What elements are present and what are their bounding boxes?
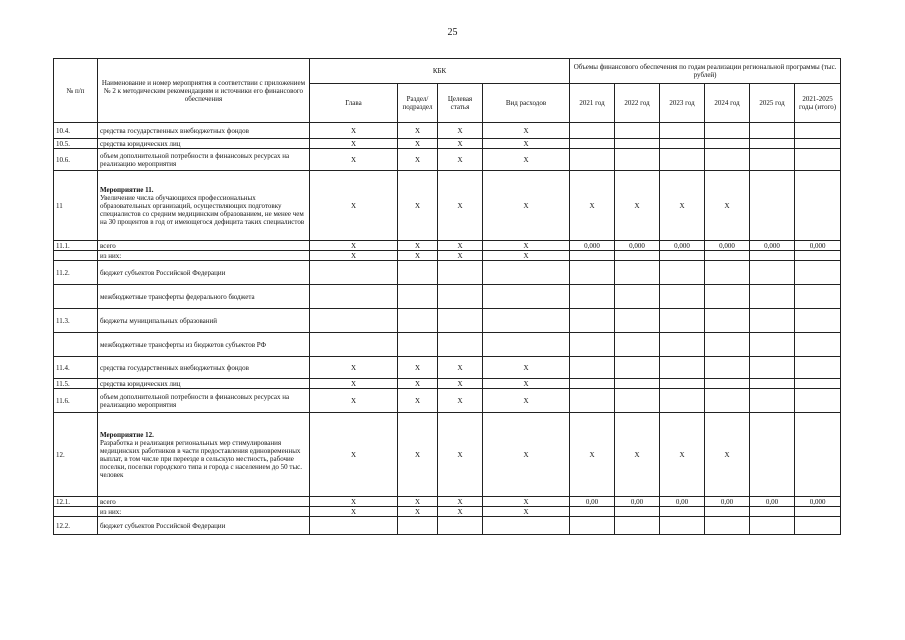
table-row: [54, 497, 841, 507]
row-number: 12.2.: [54, 517, 98, 535]
table-row: [54, 309, 841, 333]
kbk-cell: X: [483, 251, 570, 261]
row-number: 11: [54, 171, 98, 241]
table-row: [54, 241, 841, 251]
kbk-cell: [438, 285, 483, 309]
funding-cell: [750, 123, 795, 139]
funding-cell: [570, 507, 615, 517]
funding-cell: [750, 357, 795, 379]
row-name: бюджет субъектов Российской Федерации: [100, 521, 226, 530]
row-name-cell: [98, 309, 310, 333]
kbk-cell: X: [438, 389, 483, 413]
funding-cell: X: [570, 413, 615, 497]
row-name-cell: [98, 261, 310, 285]
row-number: [54, 507, 98, 517]
funding-cell: [705, 261, 750, 285]
funding-cell: 0,000: [615, 241, 660, 251]
row-name-cell: [98, 139, 310, 149]
kbk-cell: X: [398, 241, 438, 251]
funding-cell: [795, 149, 841, 171]
funding-cell: [615, 379, 660, 389]
funding-cell: [705, 139, 750, 149]
funding-cell: [750, 149, 795, 171]
row-name-cell: [98, 357, 310, 379]
kbk-cell: X: [483, 139, 570, 149]
kbk-cell: X: [483, 507, 570, 517]
kbk-cell: X: [310, 507, 398, 517]
kbk-cell: X: [483, 241, 570, 251]
table-row: [54, 149, 841, 171]
row-name-cell: [98, 123, 310, 139]
kbk-cell: [310, 285, 398, 309]
funding-cell: [795, 517, 841, 535]
header-num: № п/п: [54, 59, 98, 123]
row-number: 12.1.: [54, 497, 98, 507]
funding-cell: [660, 251, 705, 261]
table-row: [54, 123, 841, 139]
funding-cell: [750, 517, 795, 535]
funding-cell: [705, 517, 750, 535]
funding-cell: [705, 333, 750, 357]
funding-cell: [705, 379, 750, 389]
funding-cell: [750, 379, 795, 389]
kbk-cell: X: [310, 171, 398, 241]
kbk-cell: X: [310, 123, 398, 139]
kbk-cell: X: [310, 149, 398, 171]
kbk-cell: [438, 309, 483, 333]
table-row: [54, 389, 841, 413]
table-row: [54, 507, 841, 517]
kbk-cell: [310, 517, 398, 535]
funding-cell: [570, 357, 615, 379]
row-name: средства государственных внебюджетных фондов: [100, 126, 249, 135]
row-number: [54, 285, 98, 309]
header-2022: 2022 год: [615, 84, 660, 123]
funding-cell: X: [660, 413, 705, 497]
funding-cell: [660, 285, 705, 309]
row-name-cell: [98, 379, 310, 389]
funding-cell: [570, 517, 615, 535]
kbk-cell: [398, 261, 438, 285]
funding-cell: [795, 389, 841, 413]
kbk-cell: X: [398, 379, 438, 389]
funding-cell: [660, 389, 705, 413]
row-number: 12.: [54, 413, 98, 497]
funding-cell: 0,000: [705, 241, 750, 251]
page-number: 25: [447, 27, 458, 38]
kbk-cell: X: [310, 379, 398, 389]
funding-cell: [705, 123, 750, 139]
funding-cell: [615, 309, 660, 333]
kbk-cell: X: [483, 389, 570, 413]
funding-cell: [615, 285, 660, 309]
row-name-cell: [98, 413, 310, 497]
row-number: 11.4.: [54, 357, 98, 379]
funding-cell: 0,000: [750, 241, 795, 251]
kbk-cell: [483, 309, 570, 333]
kbk-cell: [310, 261, 398, 285]
funding-cell: [660, 507, 705, 517]
kbk-cell: X: [438, 171, 483, 241]
row-number: 11.6.: [54, 389, 98, 413]
kbk-cell: X: [483, 149, 570, 171]
funding-cell: 0,00: [705, 497, 750, 507]
header-razdel: Раздел/ подраздел: [398, 84, 438, 123]
row-name: объем дополнительной потребности в финансовых ресурсах на реализацию мероприятия: [100, 392, 290, 409]
table-row: [54, 357, 841, 379]
kbk-cell: X: [398, 357, 438, 379]
row-name: бюджет субъектов Российской Федерации: [100, 268, 226, 277]
kbk-cell: X: [310, 357, 398, 379]
row-name: Увеличение числа обучающихся профессиональных образовательных организаций, осуществляющих подготовку специалистов со средним медицинским образованием, не менее чем на 30 процентов в год от имеющегося дефицита таких специалистов: [100, 193, 305, 226]
funding-cell: [615, 357, 660, 379]
row-name-cell: [98, 241, 310, 251]
row-name: из них:: [100, 251, 122, 260]
row-number: [54, 333, 98, 357]
kbk-cell: X: [310, 413, 398, 497]
header-kbk: КБК: [310, 59, 570, 84]
table-row: [54, 413, 841, 497]
row-name-cell: [98, 285, 310, 309]
funding-cell: [660, 379, 705, 389]
row-number: 11.1.: [54, 241, 98, 251]
kbk-cell: X: [438, 241, 483, 251]
funding-cell: [795, 357, 841, 379]
kbk-cell: [483, 261, 570, 285]
funding-cell: [795, 171, 841, 241]
kbk-cell: [438, 333, 483, 357]
funding-cell: [660, 261, 705, 285]
funding-cell: [750, 285, 795, 309]
funding-cell: [615, 139, 660, 149]
kbk-cell: [398, 517, 438, 535]
kbk-cell: [398, 285, 438, 309]
kbk-cell: X: [438, 139, 483, 149]
table-row: [54, 517, 841, 535]
row-name: Разработка и реализация региональных мер стимулирования медицинских работников в части предоставления единовременных выплат, в том числе при переезде в сельскую местность, рабочие поселки, поселки городского типа и города с населением до 50 тыс. человек: [100, 438, 303, 479]
row-number: 11.5.: [54, 379, 98, 389]
kbk-cell: X: [398, 123, 438, 139]
header-vid: Вид расходов: [483, 84, 570, 123]
row-name: объем дополнительной потребности в финансовых ресурсах на реализацию мероприятия: [100, 151, 290, 168]
table-row: [54, 251, 841, 261]
table-row: [54, 171, 841, 241]
funding-cell: [795, 251, 841, 261]
funding-cell: [795, 413, 841, 497]
funding-cell: [570, 149, 615, 171]
funding-cell: [795, 261, 841, 285]
kbk-cell: X: [438, 357, 483, 379]
kbk-cell: X: [438, 149, 483, 171]
funding-cell: [750, 261, 795, 285]
funding-cell: 0,00: [570, 497, 615, 507]
funding-cell: [795, 309, 841, 333]
kbk-cell: X: [483, 413, 570, 497]
kbk-cell: [398, 333, 438, 357]
funding-cell: [570, 389, 615, 413]
funding-cell: [615, 333, 660, 357]
kbk-cell: [483, 285, 570, 309]
funding-cell: 0,000: [660, 241, 705, 251]
funding-cell: [660, 309, 705, 333]
header-2024: 2024 год: [705, 84, 750, 123]
kbk-cell: X: [398, 507, 438, 517]
funding-cell: [750, 413, 795, 497]
row-name: всего: [100, 497, 116, 506]
kbk-cell: X: [483, 123, 570, 139]
row-name-cell: [98, 497, 310, 507]
funding-cell: [750, 389, 795, 413]
row-name: из них:: [100, 507, 122, 516]
kbk-cell: [398, 309, 438, 333]
funding-cell: [660, 357, 705, 379]
funding-cell: [705, 507, 750, 517]
kbk-cell: X: [398, 497, 438, 507]
header-glava: Глава: [310, 84, 398, 123]
kbk-cell: X: [310, 139, 398, 149]
kbk-cell: X: [483, 497, 570, 507]
kbk-cell: X: [310, 251, 398, 261]
row-name-cell: [98, 507, 310, 517]
kbk-cell: X: [483, 357, 570, 379]
funding-cell: [570, 123, 615, 139]
funding-cell: [570, 261, 615, 285]
table-row: [54, 285, 841, 309]
kbk-cell: X: [438, 497, 483, 507]
funding-cell: [795, 507, 841, 517]
table-body: [54, 123, 841, 535]
funding-cell: X: [705, 171, 750, 241]
funding-cell: [750, 309, 795, 333]
row-name: межбюджетные трансферты из бюджетов субъектов РФ: [100, 340, 267, 349]
funding-cell: [660, 517, 705, 535]
funding-cell: [795, 379, 841, 389]
funding-cell: [615, 251, 660, 261]
funding-cell: [750, 139, 795, 149]
funding-cell: 0,00: [615, 497, 660, 507]
funding-cell: 0,00: [660, 497, 705, 507]
funding-cell: [750, 251, 795, 261]
funding-cell: [615, 389, 660, 413]
funding-cell: [705, 309, 750, 333]
funding-cell: [660, 333, 705, 357]
kbk-cell: X: [438, 413, 483, 497]
table-row: [54, 379, 841, 389]
row-number: 10.4.: [54, 123, 98, 139]
kbk-cell: X: [398, 413, 438, 497]
header-tselevaya: Целевая статья: [438, 84, 483, 123]
table-row: [54, 139, 841, 149]
row-name: межбюджетные трансферты федерального бюджета: [100, 292, 255, 301]
kbk-cell: X: [310, 241, 398, 251]
row-number: 10.6.: [54, 149, 98, 171]
kbk-cell: [438, 261, 483, 285]
row-name: средства государственных внебюджетных фондов: [100, 363, 249, 372]
kbk-cell: X: [398, 171, 438, 241]
kbk-cell: X: [398, 251, 438, 261]
funding-cell: 0,000: [795, 241, 841, 251]
row-name: бюджеты муниципальных образований: [100, 316, 218, 325]
funding-cell: [615, 123, 660, 139]
kbk-cell: [438, 517, 483, 535]
measure-title: Мероприятие 12.: [100, 430, 154, 439]
funding-cell: [570, 139, 615, 149]
funding-cell: [615, 149, 660, 171]
funding-cell: [615, 261, 660, 285]
funding-cell: X: [570, 171, 615, 241]
funding-cell: 0,00: [750, 497, 795, 507]
funding-cell: [705, 357, 750, 379]
header-2021: 2021 год: [570, 84, 615, 123]
kbk-cell: X: [398, 149, 438, 171]
header-funding: Объемы финансового обеспечения по годам реализации региональной программы (тыс. рублей): [570, 59, 841, 84]
row-name-cell: [98, 389, 310, 413]
kbk-cell: [310, 333, 398, 357]
funding-cell: X: [615, 171, 660, 241]
funding-cell: [615, 517, 660, 535]
funding-cell: [795, 123, 841, 139]
funding-cell: [795, 139, 841, 149]
header-2023: 2023 год: [660, 84, 705, 123]
funding-cell: [705, 251, 750, 261]
row-number: 10.5.: [54, 139, 98, 149]
funding-cell: [660, 123, 705, 139]
funding-cell: [570, 309, 615, 333]
header-row-1: [54, 59, 841, 84]
funding-cell: [570, 333, 615, 357]
row-name-cell: [98, 251, 310, 261]
funding-cell: [750, 171, 795, 241]
header-2025: 2025 год: [750, 84, 795, 123]
funding-cell: [750, 507, 795, 517]
funding-cell: [705, 389, 750, 413]
kbk-cell: X: [438, 507, 483, 517]
measure-title: Мероприятие 11.: [100, 185, 154, 194]
row-number: [54, 251, 98, 261]
kbk-cell: X: [438, 123, 483, 139]
kbk-cell: X: [483, 379, 570, 389]
table-row: [54, 333, 841, 357]
kbk-cell: X: [438, 379, 483, 389]
kbk-cell: X: [310, 389, 398, 413]
header-total: 2021-2025 годы (итого): [795, 84, 841, 123]
funding-cell: [795, 285, 841, 309]
row-name-cell: [98, 517, 310, 535]
funding-cell: [570, 379, 615, 389]
funding-cell: [705, 285, 750, 309]
kbk-cell: [310, 309, 398, 333]
funding-cell: [570, 251, 615, 261]
funding-cell: 0,000: [570, 241, 615, 251]
row-name: средства юридических лиц: [100, 379, 181, 388]
row-name-cell: [98, 149, 310, 171]
row-name: всего: [100, 241, 116, 250]
funding-cell: [750, 333, 795, 357]
row-name-cell: [98, 171, 310, 241]
row-number: 11.3.: [54, 309, 98, 333]
funding-cell: [660, 139, 705, 149]
funding-cell: [705, 149, 750, 171]
kbk-cell: X: [398, 389, 438, 413]
funding-cell: X: [705, 413, 750, 497]
funding-cell: [660, 149, 705, 171]
funding-cell: X: [615, 413, 660, 497]
header-name: Наименование и номер мероприятия в соответствии с приложением № 2 к методическим рекомендациям и источники его финансового обеспечения: [98, 59, 310, 123]
funding-cell: [570, 285, 615, 309]
funding-cell: 0,000: [795, 497, 841, 507]
row-name-cell: [98, 333, 310, 357]
funding-table: [53, 58, 841, 535]
funding-cell: [615, 507, 660, 517]
kbk-cell: [483, 517, 570, 535]
row-number: 11.2.: [54, 261, 98, 285]
kbk-cell: X: [438, 251, 483, 261]
kbk-cell: X: [483, 171, 570, 241]
kbk-cell: X: [310, 497, 398, 507]
kbk-cell: [483, 333, 570, 357]
kbk-cell: X: [398, 139, 438, 149]
table-row: [54, 261, 841, 285]
funding-cell: X: [660, 171, 705, 241]
row-name: средства юридических лиц: [100, 139, 181, 148]
funding-cell: [795, 333, 841, 357]
